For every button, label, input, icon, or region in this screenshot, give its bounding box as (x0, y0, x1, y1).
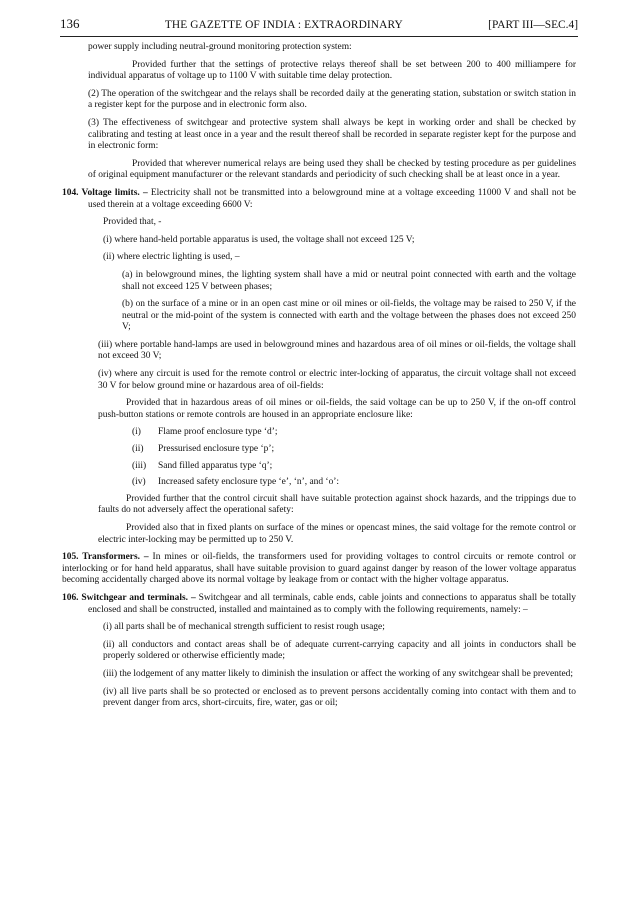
section-106 (62, 593, 576, 616)
paragraph: power supply including neutral-ground monitoring protection system: (88, 42, 352, 52)
paragraph: Provided further that the settings of protective relays thereof shall be set between 200 to 400 milliampere for individual apparatus of voltage up to 1100 V with suitable time delay protection. (88, 59, 576, 82)
section-text: In mines or oil-fields, the transformers used for providing voltages to control circuits or remote control or interlocking or for hand held apparatus, shall have suitable provision to guard against danger by reason of the lower voltage apparatus becoming accidentally charged above its normal voltage by leakage from or contact with the higher voltage apparatus. (62, 552, 576, 586)
paragraph: (b) on the surface of a mine or in an open cast mine or oil mines or oil-fields, the voltage may be raised to 250 V, if the neutral or the mid-point of the system is connected with earth and the voltage between the phases does not exceed 250 V; (122, 299, 576, 333)
list-item (62, 461, 576, 473)
paragraph: (i) all parts shall be of mechanical strength sufficient to resist rough usage; (103, 622, 385, 633)
section-heading: 104. Voltage limits. – (62, 187, 148, 198)
list-item (62, 427, 576, 439)
list-number: (ii) (132, 444, 144, 455)
list-number: (i) (132, 427, 141, 438)
paragraph: Provided that in hazardous areas of oil mines or oil-fields, the said voltage can be up to 250 V, if the on-off control push-button stations or remote controls are housed in an appropriate enclosure like: (98, 398, 576, 420)
paragraph: (iii) the lodgement of any matter likely to diminish the insulation or affect the working of any switchgear shall be prevented; (103, 668, 573, 679)
section-text: Switchgear and all terminals, cable ends, cable joints and connections to apparatus shall be totally enclosed and shall be constructed, installed and maintained as to comply with the following requirements, namely: – (88, 592, 576, 615)
paragraph: (i) where hand-held portable apparatus is used, the voltage shall not exceed 125 V; (103, 234, 415, 245)
paragraph: (a) in belowground mines, the lighting system shall have a mid or neutral point connected with earth and the voltage shall not exceed 125 V between phases; (122, 269, 576, 292)
page-number: 136 (60, 16, 80, 31)
paragraph: (ii) all conductors and contact areas shall be of adequate current-carrying capacity and all joints in conductors shall be properly soldered or otherwise efficiently made; (103, 639, 576, 662)
section-text: Electricity shall not be transmitted into a belowground mine at a voltage exceeding 11000 V and shall not be used therein at a voltage exceeding 6600 V: (88, 187, 576, 210)
header-rule (60, 36, 578, 37)
list-text: Increased safety enclosure type ‘e’, ‘n’, and ‘o’: (158, 477, 340, 488)
paragraph: Provided also that in fixed plants on surface of the mines or opencast mines, the said voltage for the remote control or electric inter-locking may be permitted up to 250 V. (98, 523, 576, 545)
list-text: Sand filled apparatus type ‘q’; (158, 460, 273, 471)
paragraph: (ii) where electric lighting is used, – (103, 252, 240, 263)
list-number: (iii) (132, 460, 147, 471)
section-105 (62, 552, 576, 587)
part-section: [PART III—SEC.4] (488, 19, 578, 31)
paragraph: (iv) all live parts shall be so protected or enclosed as to prevent persons accidentally coming into contact with them and to prevent danger from arcs, short-circuits, fire, water, gas or oil; (103, 686, 576, 709)
paragraph: (2) The operation of the switchgear and the relays shall be recorded daily at the generating station, substation or switch station in a register kept for the purpose and in electronic form also. (88, 88, 576, 111)
paragraph: (iii) where portable hand-lamps are used in belowground mines and hazardous area of oil mines or oil-fields, the voltage shall not exceed 30 V; (98, 339, 576, 362)
list-text: Flame proof enclosure type ‘d’; (158, 427, 278, 438)
enclosure-list (62, 427, 576, 488)
paragraph: (3) The effectiveness of switchgear and protective system shall always be kept in working order and shall be checked by calibrating and testing at least once in a year and the result thereof shall be recorded in separate register kept for the purpose and in electronic form: (88, 117, 576, 152)
document-body (62, 42, 576, 716)
list-number: (iv) (132, 477, 146, 488)
paragraph: (iv) where any circuit is used for the remote control or electric inter-locking of apparatus, the circuit voltage shall not exceed 30 V for below ground mine or hazardous area of oil-fields: (98, 369, 576, 391)
paragraph: Provided that, - (103, 217, 162, 228)
list-item (62, 477, 576, 489)
section-104 (62, 188, 576, 211)
section-heading: 105. Transformers. – (62, 552, 149, 563)
section-heading: 106. Switchgear and terminals. – (62, 592, 196, 603)
list-item (62, 444, 576, 456)
page-header (60, 16, 578, 34)
list-text: Pressurised enclosure type ‘p’; (158, 444, 275, 455)
paragraph: Provided that wherever numerical relays are being used they shall be checked by testing procedure as per guidelines of original equipment manufacturer or the relevant standards and periodicity of such checking shall be at least once in a year. (88, 158, 576, 181)
gazette-title: THE GAZETTE OF INDIA : EXTRAORDINARY (164, 19, 403, 31)
paragraph: Provided further that the control circuit shall have suitable protection against shock hazards, and the trippings due to faults do not adversely affect the operational safety: (98, 493, 576, 516)
